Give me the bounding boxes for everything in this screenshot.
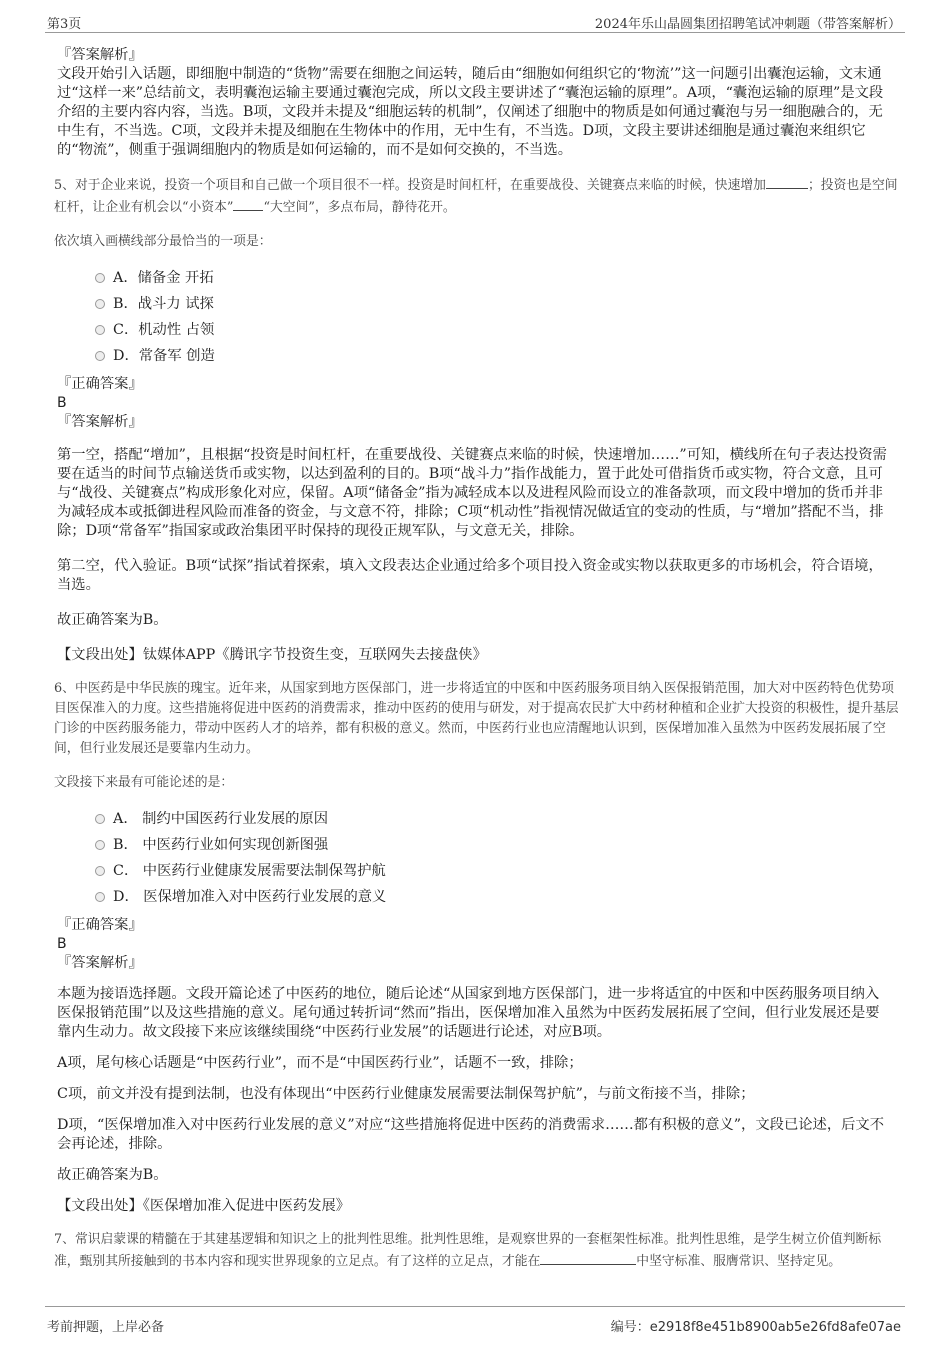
source-citation: 【文段出处】钛媒体APP《腾讯字节投资生变，互联网失去接盘侠》 (57, 647, 487, 663)
radio-icon[interactable] (95, 814, 105, 824)
analysis-label: 『答案解析』 (57, 47, 143, 63)
document-title: 2024年乐山晶圆集团招聘笔试冲刺题（带答案解析） (594, 17, 901, 32)
correct-answer: B (57, 936, 67, 952)
analysis-text: 文段开始引入话题，即细胞中制造的“货物”需要在细胞之间运转，随后由“细胞如何组织它的‘物流’”这一问题引出囊泡运输，文末通过“这样一来”总结前文，表明囊泡运输主要通过囊泡完成，所以文段主要讲述了“囊泡运输的原理”。A项，“囊泡运输的原理”是文段介绍的主要内容内容，当选。B项，文段并未提及“细胞运转的机制”，仅阐述了细胞中的物质是如何通过囊泡与另一细胞融合的，无中生有，不当选。C项，文段并未提及细胞在生物体中的作用，无中生有，不当选。D项，文段主要讲述细胞是通过囊泡来组织它的“物流”，侧重于强调细胞内的物质是如何运输的，而不是如何交换的，不当选。 (57, 66, 884, 158)
radio-icon[interactable] (95, 892, 105, 902)
answer-blank (540, 1250, 636, 1265)
source-citation: 【文段出处】《医保增加准入促进中医药发展》 (57, 1198, 351, 1214)
analysis-conclusion: 故正确答案为B。 (57, 1167, 168, 1183)
analysis-conclusion: 故正确答案为B。 (57, 612, 168, 628)
radio-icon[interactable] (95, 866, 105, 876)
page-header (45, 10, 905, 33)
correct-answer-label: 『正确答案』 (57, 917, 143, 933)
option-d[interactable]: D． 医保增加准入对中医药行业发展的意义 (95, 884, 892, 910)
radio-icon[interactable] (95, 351, 105, 361)
option-b[interactable]: B． 中医药行业如何实现创新图强 (95, 832, 892, 858)
analysis-paragraph: 第一空，搭配“增加”，且根据“投资是时间杠杆，在重要战役、关键赛点来临的时候，快速增加……”可知，横线所在句子表达投资需要在适当的时间节点输送货币或实物，以达到盈利的目的。B项“战斗力”指作战能力，置于此处可借指货币或实物，符合文意，且可与“战役、关键赛点”构成形象化对应，保留。A项“储备金”指为减轻成本以及进程风险而设立的准备款项，而文段中增加的货币并非为减轻成本或抵御进程风险而准备的资金，与文意不符，排除；C项“机动性”指视情况做适宜的变动的性质，与“增加”搭配不当，排除；D项“常备军”指国家或政治集团平时保持的现役正规军队，与文意无关，排除。 (57, 447, 887, 539)
question-7-stem: 7、常识启蒙课的精髓在于其建基逻辑和知识之上的批判性思维。批判性思维，是观察世界的一套框架性标准。批判性思维，是学生树立价值判断标准，甄别其所接触到的书本内容和现实世界现象的立足点。有了这样的立足点，才能在 中坚守标准、服膺常识、坚持定见。 (54, 1232, 882, 1269)
analysis-paragraph: A项，尾句核心话题是“中医药行业”，而不是“中国医药行业”，话题不一致，排除； (57, 1055, 583, 1071)
question-5-stem: 5、对于企业来说，投资一个项目和自己做一个项目很不一样。投资是时间杠杆，在重要战役、关键赛点来临的时候，快速增加 ；投资也是空间杠杆，让企业有机会以“小资本” “大空间”，多点布局，静待花开。 (54, 174, 899, 218)
document-body (54, 46, 899, 1272)
correct-answer-label: 『正确答案』 (57, 376, 143, 392)
radio-icon[interactable] (95, 840, 105, 850)
document-code: 编号：e2918f8e451b8900ab5e26fd8afe07ae (610, 1320, 901, 1335)
option-c[interactable]: C． 中医药行业健康发展需要法制保驾护航 (95, 858, 892, 884)
page-number: 第3页 (47, 17, 82, 32)
option-d[interactable]: D．常备军 创造 (95, 343, 892, 369)
footer-slogan: 考前押题，上岸必备 (47, 1320, 165, 1335)
option-c[interactable]: C．机动性 占领 (95, 317, 892, 343)
analysis-label: 『答案解析』 (57, 414, 143, 430)
page-footer (45, 1306, 905, 1345)
radio-icon[interactable] (95, 273, 105, 283)
analysis-label: 『答案解析』 (57, 955, 143, 971)
analysis-paragraph: D项，“医保增加准入对中医药行业发展的意义”对应“这些措施将促进中医药的消费需求……都有积极的意义”，文段已论述，后文不会再论述，排除。 (57, 1117, 885, 1152)
option-b[interactable]: B．战斗力 试探 (95, 291, 892, 317)
radio-icon[interactable] (95, 299, 105, 309)
question-6-options (95, 806, 892, 910)
question-6-prompt: 文段接下来最有可能论述的是： (54, 775, 234, 790)
question-5-prompt: 依次填入画横线部分最恰当的一项是： (54, 234, 272, 249)
radio-icon[interactable] (95, 325, 105, 335)
analysis-paragraph: 第二空，代入验证。B项“试探”指试着探索，填入文段表达企业通过给多个项目投入资金或实物以获取更多的市场机会，符合语境，当选。 (57, 558, 883, 593)
question-6-stem: 6、中医药是中华民族的瑰宝。近年来，从国家到地方医保部门，进一步将适宜的中医和中医药服务项目纳入医保报销范围，加大对中医药特色优势项目医保准入的力度。这些措施将促进中医药的消费需求，推动中医药的使用与研发，对于提高农民扩大中药材种植和企业扩大投资的积极性，提升基层门诊的中医药服务能力，带动中医药人才的培养，都有积极的意义。然而，中医药行业也应清醒地认识到，医保增加准入虽然为中医药发展拓展了空间，但行业发展还是要靠内生动力。 (54, 681, 899, 756)
option-a[interactable]: A．储备金 开拓 (95, 265, 892, 291)
answer-blank (233, 196, 263, 211)
answer-blank (766, 174, 808, 189)
correct-answer: B (57, 395, 67, 411)
analysis-paragraph: C项，前文并没有提到法制，也没有体现出“中医药行业健康发展需要法制保驾护航”，与前文衔接不当，排除； (57, 1086, 755, 1102)
question-5-options (95, 265, 892, 369)
analysis-paragraph: 本题为接语选择题。文段开篇论述了中医药的地位，随后论述“从国家到地方医保部门，进一步将适宜的中医和中医药服务项目纳入医保报销范围”以及这些措施的意义。尾句通过转折词“然而”指出，医保增加准入虽然为中医药发展拓展了空间，但行业发展还是要靠内生动力。故文段接下来应该继续围绕“中医药行业发展”的话题进行论述，对应B项。 (57, 986, 880, 1040)
option-a[interactable]: A． 制约中国医药行业发展的原因 (95, 806, 892, 832)
